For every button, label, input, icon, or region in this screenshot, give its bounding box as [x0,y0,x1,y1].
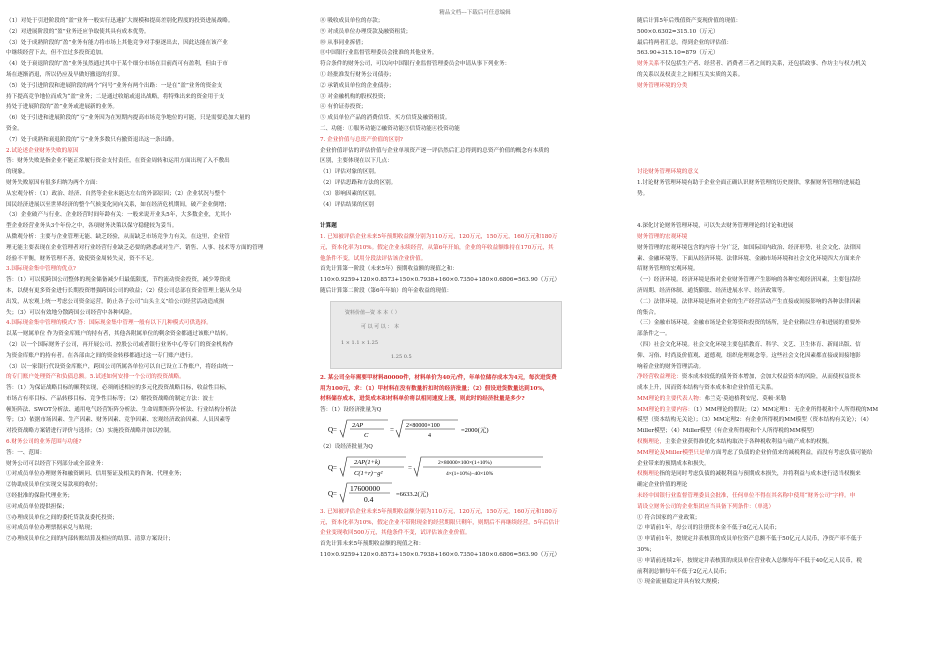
eq2-mid: = [408,463,412,472]
text-line: 3. 已知被评估企业未来5年预期收益额分别为110万元，120万元，150万元，160万元和180万 [320,508,558,515]
scanned-table-image [330,301,562,369]
text-line: 答：（1）为保证战略目标的顺利实现，必须阐述相应的多元化投资战略目标，收益性目标， [6,385,231,392]
text-line: 对投资战略方案错进行评价与选择；（5）实施投资战略并加以控制。 [6,428,175,435]
text-line: 1. 已知被评估企业未来5年预期收益额分别为110万元，120万元，150万元，160万元和180万 [320,233,558,240]
text-line [637,124,945,135]
text-line: 二、功能：①服务功能②融资功能③信贷功能④投资功能 [320,125,460,132]
eq3-num: 17600000 [350,483,380,493]
eq1-lhs: Q= [328,425,338,434]
column-right [637,16,945,588]
text-line: （3）企业破产与行业、企业经营时间年龄有关：一般来说开业头5年，大多数企业，尤其小 [6,212,232,219]
text-line: 财务失败原因有很多归纳为两个方面： [6,179,102,186]
text-line: 为资金库账户的持有者。在各部由之间的资金转移都通过这一专门账户进行。 [6,352,197,359]
text-line: 场在逐渐消退，所以仍应及早做好撤退的打算。 [6,71,124,78]
eq1-num2: 2×80000×100 [406,422,440,429]
text-line: 失；（3）可以有效地分散跨国公司经营中各种风险。 [6,309,136,316]
text-line: ⑦办理成员单位之间的内部转账结算及相应的结算、清算方案设计； [6,536,174,543]
text-line: ②协助成员单位实现交易款项的收付； [6,482,102,489]
text-line: 元，资本化率为10%。假定企业永续经营，从第6年开始，企业的年收益额维持在170万元，其 [320,244,554,251]
eq1-result: =2000(元) [461,426,489,434]
text-line: 计算题 [320,223,337,230]
text-line: 随后计算第二阶段（第6年年始）的年金收益的现值： [320,287,453,294]
image-text: 1.25 0.5 [391,353,412,360]
text-line: ⑨ 对成员单位办理贷款及融资租赁； [320,28,412,35]
text-line: （3）处于成熟阶段的“盈”业务有能力将市场上其他竞争对手驱逐出去，因此达能在该产业 [6,39,228,46]
text-line: 从宏观分析：（1）政治、经济、自然等企业未能达左右的外部原因；（2）企业状况与整个 [6,190,226,197]
text-line: 2. 某公司全年需要甲材料80000件，材料单价为40元/件，年单位储存成本为4元，每次进货费 [320,374,557,381]
text-line: 从微观分析：主要与企业管理无能、缺乏经验，从而缺乏市场竞争力有关，在这里，企业管 [6,233,230,240]
text-line: 中继续经营下去，但不宜过多投资追加。 [6,50,107,57]
text-line [637,92,945,103]
text-line: （2）以一个国际财务子公司，再开展公司、控股公司或者银行业务中心等专门的资金机构作 [6,341,234,348]
text-line: 7. 企业价值与总资产价值的区别? [320,136,403,143]
text-line: 区别，主要体现在以下几点： [320,158,393,165]
text-line: 前利润总额每年不低于2亿元人民币； [637,568,731,575]
text-line: 请设立财务公司的企业集团应当具备下列条件：（单选） [637,503,775,510]
text-line: 30%； [637,547,656,554]
page-header: 精品文档---下载后可任意编辑 [439,10,511,16]
text-line: （5）处于引进阶段和进展阶段的两个“问号”业务有两个出路：一是在“盈”业务的资金支 [6,82,223,89]
term-highlight: 净经营收益理论： [637,374,682,381]
eq2-lhs: Q= [328,463,338,472]
formula-eoq [328,418,627,440]
text-line [637,156,945,167]
text-line: 持下提高竞争地位而成为“盈”业务；二是通过收缩或退出战略，将特殊出来的资金用于支 [6,93,225,100]
text-line: 财务管理环境的分类 [637,82,688,89]
text-line: （4）评估结果的区别 [320,201,374,208]
formula-eoq-result [328,481,627,505]
text-line: （三）金融市场环境。金融市场是企业筹资和投资的场所，是企业赖以生存和进展的重要外 [637,320,861,327]
term-highlight: 财务关系 [637,61,660,68]
text-line: ② 申请前1年，母公司的注册资本金不低于8亿元人民币； [637,525,781,532]
term-highlight: 权衡理论， [637,439,665,446]
text-line [637,146,945,157]
text-line: 绍财务管理的宏观环境。 [637,266,699,273]
text-line: 随后计算5年后残值资产变现价值的现值： [637,18,742,24]
text-line: 110×0.9259+120×0.8573+150×0.7938+160×0.7350+180×0.6806=563.90（万元） [320,277,561,284]
text-line: 的集合。 [637,309,660,316]
text-line: 答：（1）可以使跨国公司整体的现金储备减少归最低限度，节约流动资金投资，减少筹资成 [6,277,231,284]
text-line: ⑤ 成员单位产品的消费信贷、买方信贷及融资租赁。 [320,115,451,122]
text-line: （4）处于衰退阶段的“盈”业务虽然通过其中于某个细分市场在目前尚可有盈利，但由于市 [6,61,228,68]
text-line: 110×0.9259+120×0.8573+150×0.7938+160×0.7350+180×0.6806=563.90（万元） [320,551,561,558]
text-line: 出发，从宏观上统一考虑公司资金运营，防止各子公司“山头主义”给公司经营活动造成损 [6,298,225,305]
text-line: ⑧ 吸收成员单位的存款； [320,18,384,24]
text-line: 财务管理的宏观环境 [637,233,688,240]
text-line: ③ 对金融机构的股权投资； [320,93,389,100]
text-line: （3）以一家银行代设资金库账户，跨国公司所属各单位可以自已设立工作账户，将经由统一 [6,363,234,370]
text-line: 500×0.6302=315.10（万元） [637,28,719,35]
text-line: 3.国际现金集中管理的优点? [6,266,76,273]
eq1-den: C [364,431,369,439]
text-line: 国民经济进展以至世界经济的整个气候变化同向关系，如在经济危机期间，破产企业倒增； [6,201,230,208]
text-line: 最后将两者汇总，得到企业的评估值： [637,39,733,46]
text-line: 确定企业价值的理论 [637,482,688,489]
text-line: 未经中国银行业监督管理委员会批准，任何单位不得在其名称中使用“财务公司”字样。申 [637,493,856,500]
term-highlight: MM理论及Miller模型只是 [637,449,705,456]
eq1-mid: = [390,425,394,434]
text-line: ④对成员单位提供担保； [6,503,68,510]
image-text: 可 以 可 以 ： 本 [361,323,399,330]
text-line: 势。 [637,190,649,197]
text-line: （四）社会文化环境。社会文化环境主要包括教育、科学、文艺、卫生体育、新闻出版、信 [637,341,861,348]
text-line: ③ 申请前1年，按规定并表核算的成员单位资产总额不低于50亿元人民币，净资产率不低于 [637,536,863,543]
text-line: 用为100元，求：（1）甲材料在没有数量折扣时的经济批量；（2）假设进货数量达到10%， [320,385,549,392]
text-line: ⑥对成员单位办理票据承兑与贴现； [6,525,96,532]
text-line: （1）评估对象的区别。 [320,169,380,176]
eq3-lhs: Q= [328,489,338,498]
eq3-result: =6633.2(元) [396,490,429,498]
text-line: 4.深化讨论财务管理环境，可以失去财务管理理论的讨论和进展 [637,223,794,230]
text-line: 企业价值评估的评估价值与企业单项资产逐一评估然后汇总得到的总资产价值的概念有本质的 [320,147,550,154]
text-line: MM理论的主要代表人物：弗兰克·莫迪格利安尼、莫顿·米勒 [637,395,787,402]
column-middle [320,16,627,561]
term-highlight: 权衡理论 [637,471,660,478]
text-line: 顿矩阵法、SWOT分析法、通用电气经营矩阵分析法、生命周期矩阵分析法、行业结构分析法 [6,406,237,413]
text-line: 财务管理的宏观环境包含的内容十分广泛，如国际国内政治、经济形势、社会文化、法律因 [637,244,861,251]
text-line: 他条件不变，试用分段法评估该企业价值。 [320,255,427,262]
text-line [637,113,945,124]
text-line: 符合条件的财务公司，可以向中国银行业监督管理委员会申请从事下列业务： [320,61,511,68]
text-line: ①对成员单位办理财务和融资顾问、信用鉴证及相关的咨询、代理业务； [6,471,186,478]
text-line: ④ 有价证券投资； [320,104,367,111]
text-line: 首先计算第一阶段（未来5年）预期收益额的现值之和： [320,266,458,273]
text-line: 的现象。 [6,169,29,176]
text-line: 首先计算未来5年预期收益额的现值之和： [320,541,425,548]
text-line: （6）处于引进和进展阶段的“亏”业务因为在短期内提高市场竞争地位的可能，只是需要追加大量的 [6,115,251,122]
text-line: ④ 申请前连续2年，按规定并表核算的成员单位营业收入总额每年不低于40亿元人民币，税 [637,557,863,564]
text-line: （2）对进展阶段的“盈”业务还应争取使其具有成本优势。 [6,28,150,35]
text-line: 答：财务失败是指企业不能正常履行资金支付责任，在资金周转和运用方面出现了入不敷出 [6,158,230,165]
text-line: 市场占有率目标、产品转移目标、竞争性目标等；（2）解投资战略的制定方法：波士 [6,395,214,402]
text-line: （2）设经济批量为Q [320,443,373,450]
term-highlight: MM理论的主要代表人物： [637,395,705,402]
text-line: 素、金融环境等。下面从经济环境、法律环境、金融市场环境和社会文化环境四大方面来介 [637,255,861,262]
text-line: 本，以便有更多资金进行长期投资增强跨国公司的收益；（2）使公司总部在资金管理上能从全局 [6,287,242,294]
text-line: ③经批准的保险代理业务； [6,493,74,500]
text-line: （2）评估思路和方法的区别。 [320,179,397,186]
text-line: ① 经批准发行财务公司债券； [320,71,395,78]
text-line: 经验不平衡，财务管理不善，致使资金周转失灵，资不不足。 [6,255,158,262]
text-line: 2.试论述企业财务失败的原因 [6,147,79,154]
text-line: 仰、习俗、时尚及价值观、道德观，组织伦理观念等。这些社会文化因素都直接或间接地影 [637,352,861,359]
text-line: 济周期、经济体制、通货膨胀、经济进展水平、经济政策等。 [637,287,789,294]
text-line: 答：（1）设经济批量为Q [320,407,382,414]
text-line: 的关系以及权责主之间相互关实质的关系。 [637,71,744,78]
text-line: ⑩ 从事同业拆借； [320,39,367,46]
text-line: 的专门账户处理资产和负债总额。5.试述如何安排一个公司的投资战略。 [6,374,185,381]
text-line: 净经营收益理论：资本成本较低的债务资本增加，会加大权益资本的风险，从而使权益资本 [637,374,861,381]
text-line: 以某一财属单位 作为资金库账户的持有者，其他各附属单位的剩余资金都通过该账户结转。 [6,331,232,338]
text-line [320,210,627,221]
term-highlight: MM理论的主要内容： [637,406,694,413]
text-line [637,210,945,221]
text-line: （一）经济环境。经济环境是指对企业财务管理产生影响的各种宏观经济因素，主要包括经 [637,277,861,284]
text-line: 型企业经营业务头3个年份之中，各项财务决策以保守稳健较为妥当。 [6,223,178,230]
text-line: 响着企业的财务管理活动。 [637,363,705,370]
text-line: （7）处于成熟和衰退阶段的“亏”业务多数只有撤资退出这一条出路。 [6,136,178,143]
text-line: 财务关系不仅包括生产者、经营者、消费者三者之间的关系，还包括政事、作坊主与权力机关 [637,61,867,68]
text-line: MM理论的主要内容：（1）MM理论的假设；（2）MM定理1：无企业所得税和个人所得税的MM [637,406,879,413]
text-line: 材料储存成本，进货成本和材料单价将以相同速度上涨，则此时的经济批量是多少? [320,396,525,403]
text-line: （二）法律环境。法律环境是指对企业的生产经营活动产生直接或间接影响的各种法律因素 [637,298,861,305]
formula-eoq-discount [328,455,627,479]
text-line [637,135,945,146]
text-line: 1.讨论财务管理环境有助于企业全面正确认识财务管理的历史规律，掌握财务管理的进展趋 [637,179,861,186]
text-line: 元，资本化率为10%，假定企业不带附现金的经营期限只剩年，则期后不再继续经营。5年后估计 [320,519,560,526]
text-line: 企业带来的预期成本和损失。 [637,460,710,467]
text-line: ⑤ 现金流量稳定并具有较大规模； [637,579,723,586]
eq2-num2: 2×80000×100×(1+10%) [438,459,492,466]
text-line: ① 符合国家的产业政策； [637,514,701,521]
text-line: 权衡理论指的是同时考虑负债的减税利益与预期成本损失，并将利益与成本进行适当权衡来 [637,471,861,478]
eq1-den2: 4 [428,432,431,439]
text-line: MM理论及Miller模型只是单方面考虑了负债的企业价值来的减税利益，而没有考虑负债可能给 [637,449,873,456]
text-line: 等；（3）依据市场因素、生产因素、财务因素、竞争因素、宏观经济政治因素、人员因素等 [6,417,231,424]
text-line: Miller模型；（4）Miller模型（有企业所得税和个人所得税的MM模型） [637,428,818,435]
eq2-num: 2AP(1+k) [354,458,381,466]
text-line: （3）影响因素的区别。 [320,190,380,197]
text-line: 部条件之一。 [637,331,671,338]
image-text: 1 × 1.1 × 1.25 [341,339,379,346]
text-line: 成本上升，因而资本结构与资本成本和企业价值无关系。 [637,385,777,392]
eq2-den: C(1+r)−g² [354,469,383,477]
text-line: 模型（资本结构无关论）；（3）MM定理2：有企业所得税的MM模型（资本结构有关论）；（4） [637,417,872,424]
eq1-num: 2AP [352,421,364,429]
image-text: 资料价值—资 本 本（ ） [345,309,400,316]
eq3-den: 0.4 [364,494,374,504]
text-line: 讨论财务管理环境的意义 [637,169,699,176]
text-line: ⑪中国银行业监督管理委员会批准的其他业务。 [320,50,438,57]
text-line [637,102,945,113]
text-line: 资金。 [6,125,23,132]
text-line: 理无能主要表现在企业管理者对行业经营行业缺乏必要的熟悉或对生产、销售、人事、技术等方面的管理 [6,244,264,251]
column-left [6,16,311,545]
text-line: 563.90+315.10=879（万元） [637,50,719,57]
text-line: 权衡理论，主张企业获得准优化本结构取决于各种税收利益与破产成本的权衡。 [637,439,833,446]
text-line: （1）对处于引进阶段的“盈”业务一般实行迅速扩大规模和提高差别化程度的投资进展战略。 [6,18,234,24]
text-line: 持处于进展阶段的“盈”业务或进展新的业务。 [6,104,119,111]
text-line: ② 承销成员单位的企业债券； [320,82,395,89]
text-line [637,200,945,211]
text-line: 财务公司可以经营下列部分或全部业务： [6,460,107,467]
text-line: 6.财务公司的业务范围与功能? [6,439,82,446]
text-line: 4.国际现金集中管理的模式? 答：国际现金集中管理一般有以下几种模式可供选择。 [6,320,212,327]
text-line: ⑤办理成员单位之间的委托贷款及委托投资； [6,514,118,521]
eq2-den2: 4×(1+10%)−40×10% [446,470,494,477]
text-line: 企业变现收回500万元，其他条件不变，试评估该企业价值。 [320,530,471,537]
text-line: 答：一、范围： [6,449,46,456]
